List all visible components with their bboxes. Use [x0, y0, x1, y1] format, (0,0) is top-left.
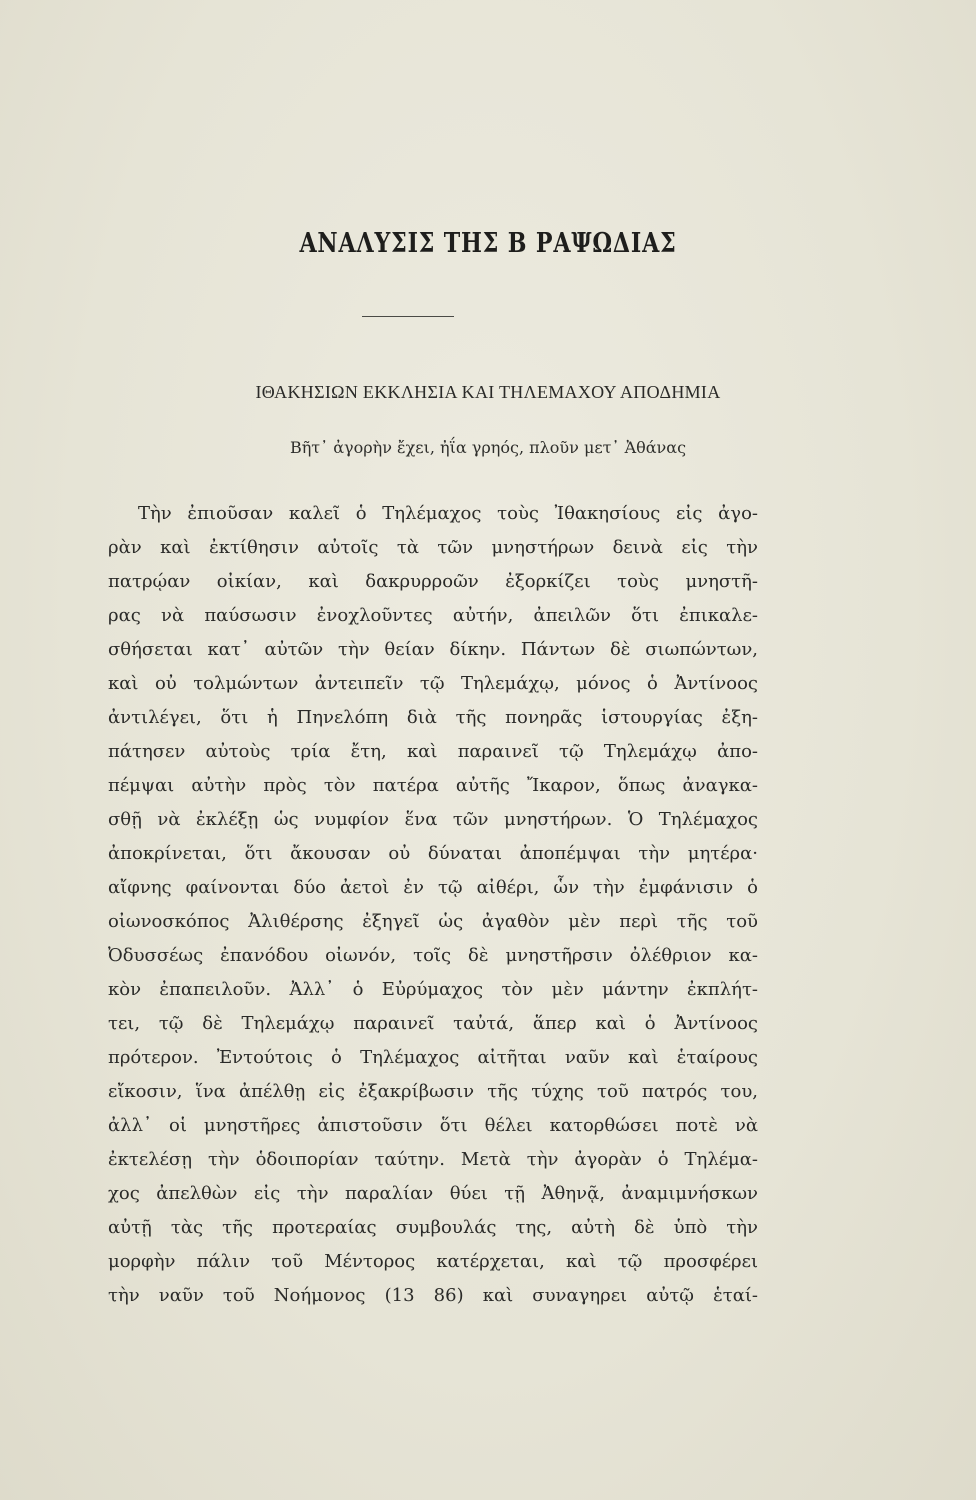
- text-line: πατρῴαν οἰκίαν, καὶ δακρυρροῶν ἐξορκίζει τοὺς μνηστῆ-: [108, 571, 758, 592]
- text-line: Ὀδυσσέως ἐπανόδου οἰωνόν, τοῖς δὲ μνηστῆρσιν ὀλέθριον κα-: [108, 945, 758, 966]
- text-line: ἀντιλέγει, ὅτι ἡ Πηνελόπη διὰ τῆς πονηρᾶς ἱστουργίας ἐξη-: [108, 707, 758, 728]
- epigraph: Βῆτ᾽ ἀγορὴν ἔχει, ἠΐα γρηός, πλοῦν μετ᾽ Ἀθάνας: [289, 438, 687, 457]
- text-line: οἰωνοσκόπος Ἀλιθέρσης ἐξηγεῖ ὡς ἀγαθὸν μὲν περὶ τῆς τοῦ: [108, 911, 758, 932]
- text-line: τὴν ναῦν τοῦ Νοήμονος (13 86) καὶ συναγηρει αὐτῷ ἑταί-: [108, 1285, 758, 1306]
- text-line: αἴφνης φαίνονται δύο ἀετοὶ ἐν τῷ αἰθέρι, ὧν τὴν ἐμφάνισιν ὁ: [108, 877, 758, 898]
- text-line: αὐτῇ τὰς τῆς προτεραίας συμβουλάς της, αὐτὴ δὲ ὑπὸ τὴν: [108, 1217, 758, 1238]
- text-line: πάτησεν αὐτοὺς τρία ἔτη, καὶ παραινεῖ τῷ Τηλεμάχῳ ἀπο-: [108, 741, 758, 762]
- text-line: ἀποκρίνεται, ὅτι ἄκουσαν οὐ δύναται ἀποπέμψαι τὴν μητέρα·: [108, 843, 758, 864]
- text-line: μορφὴν πάλιν τοῦ Μέντορος κατέρχεται, καὶ τῷ προσφέρει: [108, 1251, 758, 1272]
- text-line: σθῇ νὰ ἐκλέξῃ ὡς νυμφίον ἕνα τῶν μνηστήρων. Ὁ Τηλέμαχος: [108, 809, 758, 830]
- text-line: χος ἀπελθὼν εἰς τὴν παραλίαν θύει τῇ Ἀθηνᾷ, ἀναμιμνήσκων: [108, 1183, 758, 1204]
- text-line: τει, τῷ δὲ Τηλεμάχῳ παραινεῖ ταὐτά, ἅπερ καὶ ὁ Ἀντίνοος: [108, 1013, 758, 1034]
- text-line: ἐκτελέσῃ τὴν ὁδοιπορίαν ταύτην. Μετὰ τὴν ἀγορὰν ὁ Τηλέμα-: [108, 1149, 758, 1170]
- text-line: ἀλλ᾽ οἱ μνηστῆρες ἀπιστοῦσιν ὅτι θέλει κατορθώσει ποτὲ νὰ: [108, 1115, 758, 1136]
- title-divider: [362, 316, 454, 317]
- text-line: ρας νὰ παύσωσιν ἐνοχλοῦντες αὐτήν, ἀπειλῶν ὅτι ἐπικαλε-: [108, 605, 758, 626]
- text-line: σθήσεται κατ᾽ αὐτῶν τὴν θείαν δίκην. Πάντων δὲ σιωπώντων,: [108, 639, 758, 660]
- body-text: [108, 497, 758, 1313]
- text-line: Τὴν ἐπιοῦσαν καλεῖ ὁ Τηλέμαχος τοὺς Ἰθακησίους εἰς ἀγο-: [138, 503, 758, 524]
- text-line: καὶ οὐ τολμώντων ἀντειπεῖν τῷ Τηλεμάχῳ, μόνος ὁ Ἀντίνοος: [108, 673, 758, 694]
- text-line: πρότερον. Ἐντούτοις ὁ Τηλέμαχος αἰτῆται ναῦν καὶ ἑταίρους: [108, 1047, 758, 1068]
- page-title: ΑΝΑΛΥΣΙΣ ΤΗΣ Β ΡΑΨΩΔΙΑΣ: [299, 228, 677, 259]
- section-subtitle: ΙΘΑΚΗΣΙΩΝ ΕΚΚΛΗΣΙΑ ΚΑΙ ΤΗΛΕΜΑΧΟΥ ΑΠΟΔΗΜΙΑ: [255, 382, 721, 402]
- text-line: εἴκοσιν, ἵνα ἀπέλθῃ εἰς ἐξακρίβωσιν τῆς τύχης τοῦ πατρός του,: [108, 1081, 758, 1102]
- text-line: ρὰν καὶ ἐκτίθησιν αὐτοῖς τὰ τῶν μνηστήρων δεινὰ εἰς τὴν: [108, 537, 758, 558]
- text-line: κὸν ἐπαπειλοῦν. Ἀλλ᾽ ὁ Εὐρύμαχος τὸν μὲν μάντην ἐκπλήτ-: [108, 979, 758, 1000]
- text-line: πέμψαι αὐτὴν πρὸς τὸν πατέρα αὐτῆς Ἴκαρον, ὅπως ἀναγκα-: [108, 775, 758, 796]
